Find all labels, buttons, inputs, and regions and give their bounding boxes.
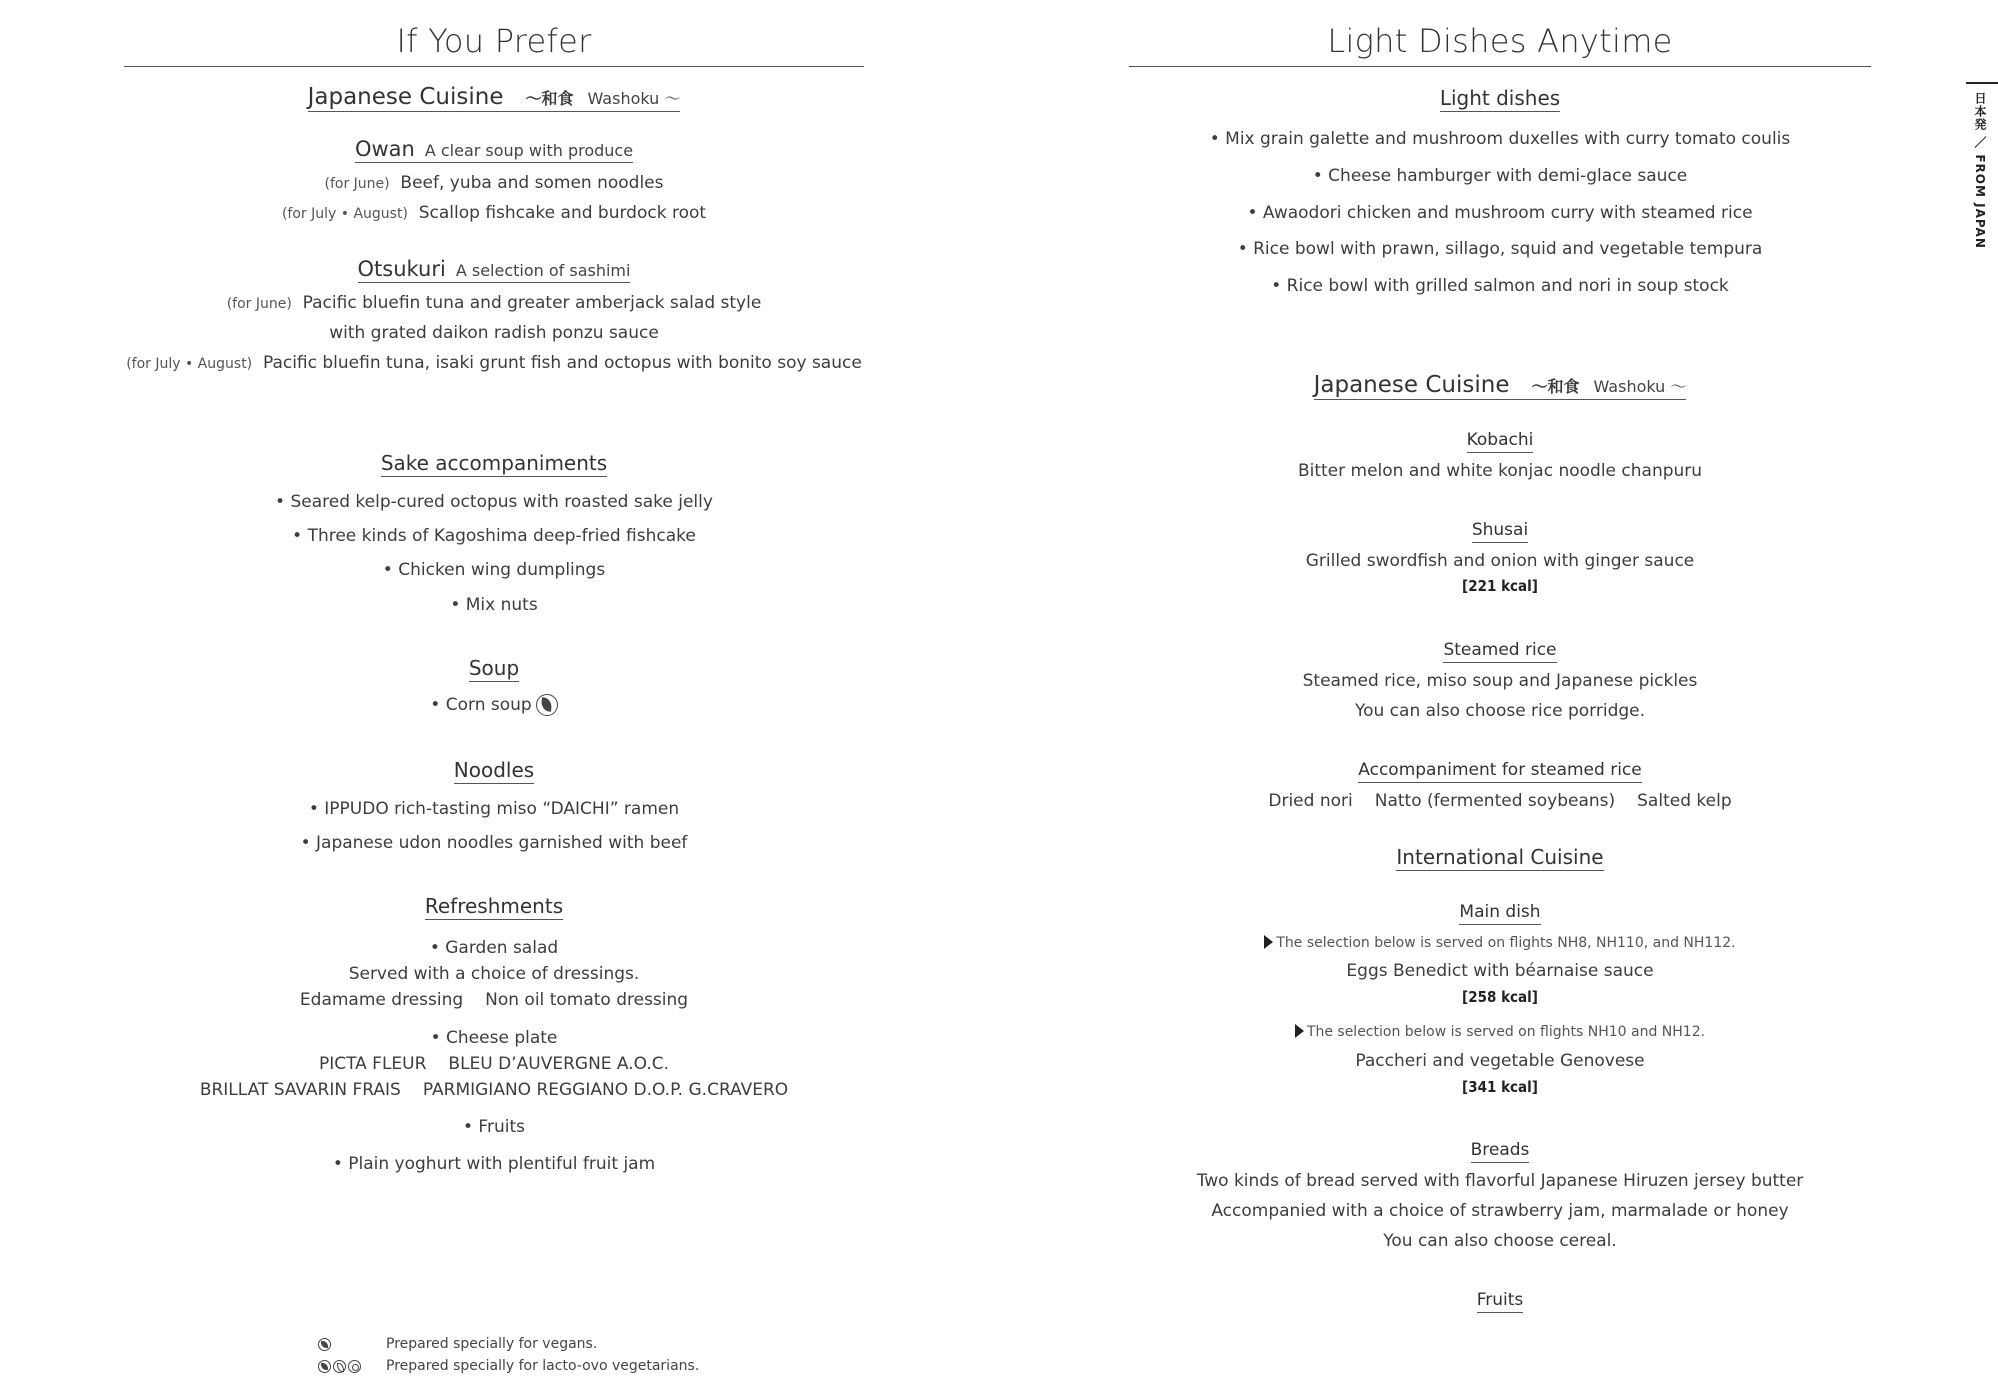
- main-dish-heading: [1129, 902, 1871, 925]
- flight-note-1: [1129, 935, 1871, 951]
- otsukuri-line3: [124, 353, 864, 373]
- owan-item-june: [124, 173, 864, 193]
- cheese-line2: [124, 1080, 864, 1100]
- heading-text: Accompaniment for steamed rice: [1358, 761, 1641, 783]
- tag: (for July • August): [281, 206, 408, 222]
- noodles-heading: [124, 759, 864, 784]
- heading-text: International Cuisine: [1396, 845, 1604, 869]
- heading-text: Main dish: [1459, 903, 1540, 925]
- sake-item: • Three kinds of Kagoshima deep-fried fishcake: [292, 526, 696, 546]
- note-text: The selection below is served on flights NH10 and NH12.: [1306, 1024, 1706, 1040]
- ovo-icon: [348, 1360, 361, 1373]
- yoghurt-item: • Plain yoghurt with plentiful fruit jam: [332, 1154, 656, 1174]
- light-item: • Mix grain galette and mushroom duxelles with curry tomato coulis: [1209, 129, 1791, 149]
- heading-text: Steamed rice: [1443, 641, 1556, 663]
- tag: (for July • August): [126, 356, 253, 372]
- heading-text: Shusai: [1472, 521, 1528, 543]
- cheese-line1: [124, 1054, 864, 1074]
- soup-heading: [124, 657, 864, 682]
- accompaniment-items: [1129, 791, 1871, 811]
- cheese: PARMIGIANO REGGIANO D.O.P. G.CRAVERO: [422, 1080, 789, 1100]
- right-page: [1129, 0, 1871, 1399]
- heading-text: Light dishes: [1439, 86, 1561, 110]
- breads-heading: [1129, 1140, 1871, 1163]
- heading-text: Sake accompaniments: [380, 451, 608, 475]
- item-text: Pacific bluefin tuna, isaki grunt fish and octopus with bonito soy sauce: [262, 353, 862, 373]
- cheese-plate: • Cheese plate: [430, 1028, 558, 1048]
- vegan-leaf-icon: [536, 694, 558, 716]
- cheese: BLEU D’AUVERGNE A.O.C.: [448, 1054, 670, 1074]
- light-item: • Awaodori chicken and mushroom curry with steamed rice: [1247, 203, 1753, 223]
- dressing: Edamame dressing: [299, 990, 464, 1010]
- cheese: BRILLAT SAVARIN FRAIS: [199, 1080, 401, 1100]
- shusai-item: Grilled swordfish and onion with ginger sauce: [1305, 551, 1695, 571]
- otsukuri-heading: [124, 257, 864, 283]
- kobachi-heading: [1129, 430, 1871, 453]
- left-page: [124, 0, 864, 1399]
- item-text: Dried nori: [1268, 791, 1353, 811]
- light-dishes-heading: [1129, 87, 1871, 112]
- accompaniment-heading: [1129, 760, 1871, 783]
- eggs-benedict: Eggs Benedict with béarnaise sauce: [1346, 961, 1654, 981]
- heading-text: Kobachi: [1467, 431, 1534, 453]
- kobachi-item: Bitter melon and white konjac noodle chanpuru: [1297, 461, 1703, 481]
- title-rule: [124, 66, 864, 67]
- dressings: [124, 990, 864, 1010]
- legend-text: Prepared specially for lacto-ovo vegetarians.: [386, 1358, 700, 1374]
- otsukuri-line1: [124, 293, 864, 313]
- heading-text: Fruits: [1477, 1291, 1524, 1313]
- legend-lacto-ovo: [318, 1358, 699, 1374]
- sake-item: • Chicken wing dumplings: [382, 560, 606, 580]
- fruits-heading: [1129, 1290, 1871, 1313]
- garden-salad: • Garden salad: [429, 938, 559, 958]
- item-text: Scallop fishcake and burdock root: [418, 203, 707, 223]
- shusai-heading: [1129, 520, 1871, 543]
- title-rule: [1129, 66, 1871, 67]
- noodles-item: • IPPUDO rich-tasting miso “DAICHI” ramen: [308, 799, 680, 819]
- light-item: • Cheese hamburger with demi-glace sauce: [1312, 166, 1688, 186]
- fruits-item: • Fruits: [463, 1117, 525, 1137]
- kcal-2: [341 kcal]: [1462, 1078, 1538, 1096]
- international-heading: [1129, 846, 1871, 871]
- page-title-if-you-prefer: If You Prefer: [396, 22, 592, 60]
- washoku-jp: ～和食: [525, 89, 574, 108]
- page-title-light-dishes: Light Dishes Anytime: [1327, 22, 1673, 60]
- light-item: • Rice bowl with grilled salmon and nori in soup stock: [1271, 276, 1729, 296]
- heading-text: Soup: [468, 656, 520, 680]
- refreshments-heading: [124, 895, 864, 920]
- breads-line3: You can also choose cereal.: [1383, 1231, 1617, 1251]
- lacto-icon: [333, 1360, 346, 1373]
- otsukuri-title: Otsukuri: [357, 257, 446, 281]
- heading-text: Japanese Cuisine: [1313, 372, 1510, 398]
- vegan-icon: [318, 1360, 331, 1373]
- item-text: Natto (fermented soybeans): [1374, 791, 1616, 811]
- tag: (for June): [226, 296, 292, 312]
- salad-note: Served with a choice of dressings.: [348, 964, 640, 984]
- japanese-cuisine-label: Japanese Cuisine: [307, 84, 504, 110]
- japanese-cuisine-heading: [124, 84, 864, 112]
- breads-line1: Two kinds of bread served with flavorful Japanese Hiruzen jersey butter: [1196, 1171, 1804, 1191]
- flight-note-2: [1129, 1024, 1871, 1040]
- dressing: Non oil tomato dressing: [485, 990, 689, 1010]
- breads-line2: Accompanied with a choice of strawberry jam, marmalade or honey: [1211, 1201, 1789, 1221]
- side-tab-label: 日本発 ／ FROM JAPAN: [1973, 92, 1987, 249]
- steamed-rice-heading: [1129, 640, 1871, 663]
- paccheri: Paccheri and vegetable Genovese: [1355, 1051, 1645, 1071]
- triangle-right-icon: [1295, 1024, 1304, 1038]
- shusai-kcal: [221 kcal]: [1462, 577, 1538, 595]
- heading-text: Breads: [1471, 1141, 1530, 1163]
- legend-vegan: [318, 1336, 597, 1352]
- washoku-label: Washoku ～: [587, 89, 681, 108]
- light-item: • Rice bowl with prawn, sillago, squid and vegetable tempura: [1237, 239, 1763, 259]
- item-text: Salted kelp: [1637, 791, 1732, 811]
- sake-item: • Seared kelp-cured octopus with roasted sake jelly: [275, 492, 713, 512]
- soup-item: [124, 694, 864, 716]
- sake-item: • Mix nuts: [450, 595, 538, 615]
- kcal-1: [258 kcal]: [1462, 988, 1538, 1006]
- owan-heading: [124, 137, 864, 163]
- triangle-right-icon: [1264, 935, 1273, 949]
- washoku-jp: ～和食: [1531, 377, 1580, 396]
- owan-title: Owan: [354, 137, 415, 161]
- legend-text: Prepared specially for vegans.: [386, 1336, 598, 1352]
- heading-text: Noodles: [453, 758, 535, 782]
- cheese: PICTA FLEUR: [318, 1054, 427, 1074]
- steamed-rice-note: You can also choose rice porridge.: [1354, 701, 1646, 721]
- tag: (for June): [324, 176, 390, 192]
- japanese-cuisine-heading: [1129, 372, 1871, 400]
- washoku-label: Washoku ～: [1593, 377, 1687, 396]
- item-text: Pacific bluefin tuna and greater amberjack salad style: [302, 293, 762, 313]
- otsukuri-line2: with grated daikon radish ponzu sauce: [329, 323, 659, 343]
- item-text: Beef, yuba and somen noodles: [400, 173, 664, 193]
- owan-desc: A clear soup with produce: [424, 141, 634, 160]
- noodles-item: • Japanese udon noodles garnished with beef: [300, 833, 688, 853]
- vegan-icon: [318, 1338, 331, 1351]
- heading-text: Refreshments: [424, 894, 564, 918]
- sake-heading: [124, 452, 864, 477]
- owan-item-july: [124, 203, 864, 223]
- steamed-rice-item: Steamed rice, miso soup and Japanese pickles: [1302, 671, 1698, 691]
- otsukuri-desc: A selection of sashimi: [455, 261, 631, 280]
- note-text: The selection below is served on flights NH8, NH110, and NH112.: [1276, 935, 1736, 951]
- item-text: • Corn soup: [430, 695, 532, 715]
